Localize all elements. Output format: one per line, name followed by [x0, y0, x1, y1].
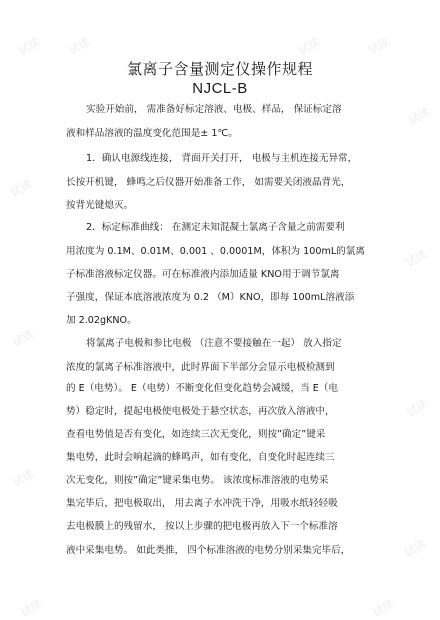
body-line: 去电极膜上的残留水， 按以上步骤的把电极再放入下一个标准溶 [66, 521, 338, 532]
body-line: 的 E（电势）。 E（电势）不断变化但变化趋势会减缓，当 E（电 [66, 383, 338, 394]
body-line: 次无变化，则按”确定”键采集电势。 该浓度标准溶液的电势采 [66, 475, 329, 486]
body-line: 液和样品溶液的温度变化范围是± 1℃。 [66, 128, 238, 139]
document-subtitle: NJCL-B [192, 80, 248, 97]
body-line: 子强度，保证本底溶液浓度为 0.2 （M）KNO，即每 100mL溶液添 [66, 292, 355, 303]
watermark-text: 试读 [406, 105, 433, 128]
body-line: 2．标定标准曲线： 在测定未知混凝土氯离子含量之前需要利 [86, 222, 345, 233]
watermark-text: 试读 [10, 327, 37, 350]
watermark-text: 试读 [8, 177, 35, 200]
watermark-text: 试读 [404, 397, 431, 420]
body-line: 将氯离子电极和参比电极 （注意不要接触在一起） 放入指定 [86, 338, 342, 349]
body-line: 查看电势值是否有变化，如连续三次无变化，则按”确定”键采 [66, 429, 326, 440]
body-line: 集完毕后，把电极取出， 用去离子水冲洗干净，用吸水纸轻轻吸 [66, 498, 338, 509]
body-line: 浓度的氯离子标准溶液中，此时界面下半部分会显示电极检测到 [66, 362, 335, 373]
watermark-text: 试读 [402, 537, 429, 560]
body-line: 子标准溶液标定仪器。可在标准液内添加适量 KNO用于调节氯离 [66, 269, 340, 280]
watermark-text: 试读 [370, 597, 397, 620]
watermark-text: 试读 [403, 247, 430, 270]
body-line: 实验开始前， 需准备好标定溶液、电极、样品， 保证标定溶 [86, 104, 342, 115]
body-line: 用浓度为 0.1M、0.01M、0.001 、0.0001M，体积为 100mL的氯离 [66, 246, 365, 257]
body-line: 按背光键熄灭。 [66, 200, 134, 211]
watermark-text: 试读 [366, 35, 393, 58]
body-line: 长按开机键， 蜂鸣之后仪器开始准备工作， 如需要关闭液晶背光， [66, 177, 351, 188]
watermark-text: 试读 [16, 35, 43, 58]
watermark-text: 试读 [66, 35, 93, 58]
body-line: 集电势，此时会响起滴的蜂鸣声，如有变化，自变化时起连续三 [66, 452, 335, 463]
watermark-text: 试读 [10, 467, 37, 490]
watermark-text: 试读 [296, 35, 323, 58]
body-line: 液中采集电势。 如此类推， 四个标准溶液的电势分别采集完毕后， [66, 545, 351, 556]
document-title: 氯离子含量测定仪操作规程 [126, 60, 313, 78]
body-line: 势）稳定时，提起电极使电极处于悬空状态，再次放入溶液中， [66, 406, 335, 417]
watermark-text: 试读 [18, 597, 45, 620]
body-line: 加 2.02gKNO。 [66, 315, 137, 326]
body-line: 1．确认电源线连接， 背面开关打开， 电极与主机连接无异常， [86, 153, 358, 164]
